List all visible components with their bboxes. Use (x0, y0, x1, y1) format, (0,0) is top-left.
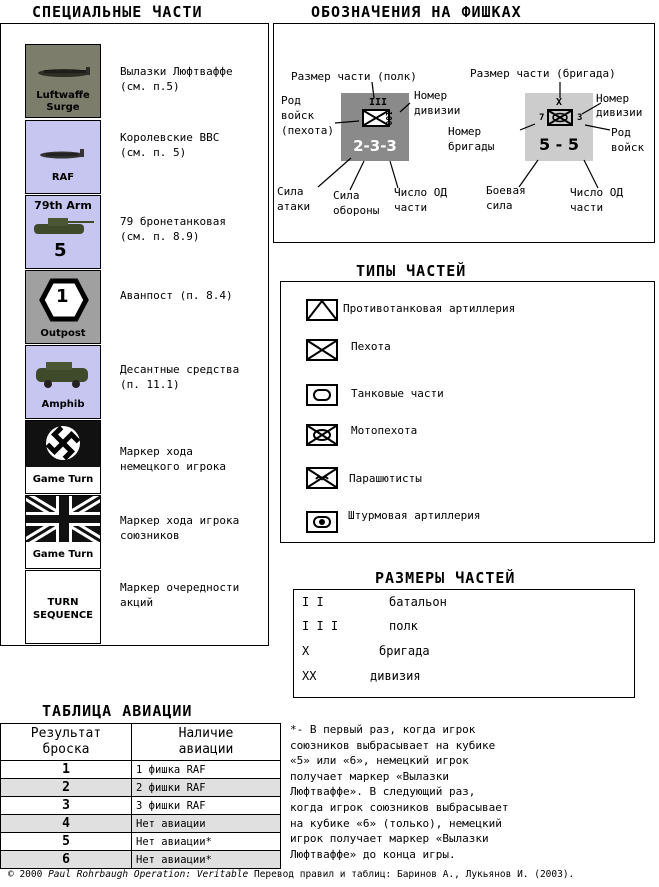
size-symbol: I I I (302, 619, 339, 633)
motorized-infantry-symbol-icon (547, 109, 573, 126)
table-row (1, 761, 281, 779)
size-name: бригада (379, 644, 430, 658)
label-division-right: Номер дивизии (596, 92, 643, 119)
result-cell: Нет авиации* (132, 833, 281, 851)
label-branch-right: Род войск (611, 126, 645, 154)
unit-type-label: Танковые части (351, 387, 444, 400)
paratrooper-symbol-icon (306, 467, 338, 489)
air-table-header-roll: Результат броска (1, 724, 132, 761)
label-op-right: Число ОД части (570, 186, 623, 214)
special-unit-text: Маркер хода немецкого игрока (120, 445, 226, 473)
label-op-left: Число ОД части (394, 186, 447, 214)
luftwaffe-surge-counter (25, 44, 101, 118)
unit-size-marker: X (556, 97, 563, 108)
amphib-counter (25, 345, 101, 419)
label-defense: Сила обороны (333, 189, 380, 217)
union-jack-icon (26, 496, 101, 542)
division-number: 100 (384, 111, 393, 126)
unit-type-label: Парашютисты (349, 472, 422, 485)
assault-artillery-symbol-icon (306, 511, 338, 533)
plane-icon (26, 135, 101, 175)
armored-79-counter (25, 195, 101, 269)
amphibious-vehicle-icon (26, 356, 101, 396)
label-size-brigade: Размер части (бригада) (470, 67, 616, 80)
air-table (0, 723, 281, 869)
unit-size-marker: III (369, 97, 388, 108)
air-table-header-air: Наличие авиации (132, 724, 281, 761)
counter-label: 79th Arm (34, 199, 92, 212)
brigade-number: 7 (539, 113, 545, 123)
brigade-counter-example (525, 93, 593, 161)
table-row (1, 797, 281, 815)
roll-cell: 2 (1, 779, 132, 797)
infantry-symbol-icon (306, 339, 338, 361)
unit-type-label: Мотопехота (351, 424, 418, 437)
label-attack: Сила атаки (277, 185, 311, 213)
armor-symbol-icon (306, 384, 338, 406)
special-unit-text: Десантные средства (п. 11.1) (120, 363, 240, 391)
unit-types-heading: ТИПЫ ЧАСТЕЙ (356, 262, 467, 280)
unit-values: 5 - 5 (538, 135, 580, 154)
size-name: батальон (389, 595, 447, 609)
roll-cell: 4 (1, 815, 132, 833)
special-unit-text: Аванпост (п. 8.4) (120, 289, 233, 302)
table-row (1, 779, 281, 797)
special-units-heading: СПЕЦИАЛЬНЫЕ ЧАСТИ (32, 3, 203, 21)
special-unit-text: Вылазки Люфтваффе (см. п.5) (120, 65, 233, 93)
counter-label: Game Turn (32, 474, 94, 485)
special-unit-text: Королевские ВВС (см. п. 5) (120, 131, 220, 159)
special-unit-text: Маркер очередности акций (120, 581, 240, 609)
outpost-counter (25, 270, 101, 344)
counter-label: RAF (51, 172, 75, 183)
special-unit-text: 79 бронетанковая (см. п. 8.9) (120, 215, 226, 243)
special-unit-text: Маркер хода игрока союзников (120, 514, 240, 542)
result-cell: 2 фишки RAF (132, 779, 281, 797)
turn-sequence-counter (25, 570, 101, 644)
counter-number: 1 (56, 286, 69, 307)
counter-label: Amphib (41, 399, 85, 410)
allied-turn-counter (25, 495, 101, 569)
unit-type-label: Штурмовая артиллерия (348, 509, 481, 522)
table-row (1, 815, 281, 833)
counter-label: Outpost (40, 328, 86, 339)
swastika-icon (26, 421, 101, 467)
result-cell: Нет авиации (132, 815, 281, 833)
result-cell: 3 фишки RAF (132, 797, 281, 815)
air-table-footnote: *- В первый раз, когда игрок союзников выбрасывает на кубике «5» или «6», немецкий игрок получает маркер «Вылазки Люфтваффе». В следующий раз, когда игрок союзников выбрасывает на кубике «6» (только), немецкий игрок получает маркер «Вылазки Люфтваффе» до конца игры. (290, 723, 509, 861)
table-row (1, 851, 281, 869)
footer-credits (8, 869, 574, 880)
regiment-counter-example (341, 93, 409, 161)
raf-counter (25, 120, 101, 194)
label-branch-left: Род войск (пехота) (281, 94, 334, 137)
unit-values: 2-3-3 (353, 137, 397, 155)
size-name: полк (389, 619, 418, 633)
unit-sizes-heading: РАЗМЕРЫ ЧАСТЕЙ (375, 569, 516, 587)
plane-icon (26, 53, 101, 93)
counter-label: Luftwaffe Surge (36, 90, 90, 113)
label-combat: Боевая сила (486, 184, 526, 212)
label-division-left: Номер дивизии (414, 89, 461, 117)
german-turn-counter (25, 420, 101, 494)
motorized-infantry-symbol-icon (306, 424, 338, 446)
table-row (1, 833, 281, 851)
size-symbol: X (302, 644, 310, 658)
tank-icon (26, 212, 101, 242)
result-cell: Нет авиации* (132, 851, 281, 869)
unit-sizes-panel (293, 589, 635, 698)
result-cell: 1 фишка RAF (132, 761, 281, 779)
translation-credit: Перевод правил и таблиц: Баринов А., Лукьянов И. (2003). (253, 869, 575, 880)
roll-cell: 1 (1, 761, 132, 779)
author-title: Paul Rohrbaugh Operation: Veritable (48, 869, 249, 880)
notation-heading: ОБОЗНАЧЕНИЯ НА ФИШКАХ (311, 3, 522, 21)
label-brigade-number: Номер бригады (448, 125, 495, 153)
counter-number: 5 (54, 240, 67, 261)
size-name: дивизия (370, 669, 421, 683)
anti-tank-symbol-icon (306, 299, 338, 321)
unit-type-label: Противотанковая артиллерия (343, 302, 516, 315)
copyright: © 2000 (8, 869, 43, 880)
size-symbol: I I (302, 595, 324, 609)
division-number: 3 (577, 113, 583, 123)
counter-label: Game Turn (32, 549, 94, 560)
counter-label: TURN SEQUENCE (32, 597, 94, 621)
unit-type-label: Пехота (351, 340, 391, 353)
label-size-regiment: Размер части (полк) (291, 70, 417, 83)
roll-cell: 3 (1, 797, 132, 815)
air-table-heading: ТАБЛИЦА АВИАЦИИ (42, 702, 193, 720)
roll-cell: 6 (1, 851, 132, 869)
size-symbol: XX (302, 669, 317, 683)
roll-cell: 5 (1, 833, 132, 851)
